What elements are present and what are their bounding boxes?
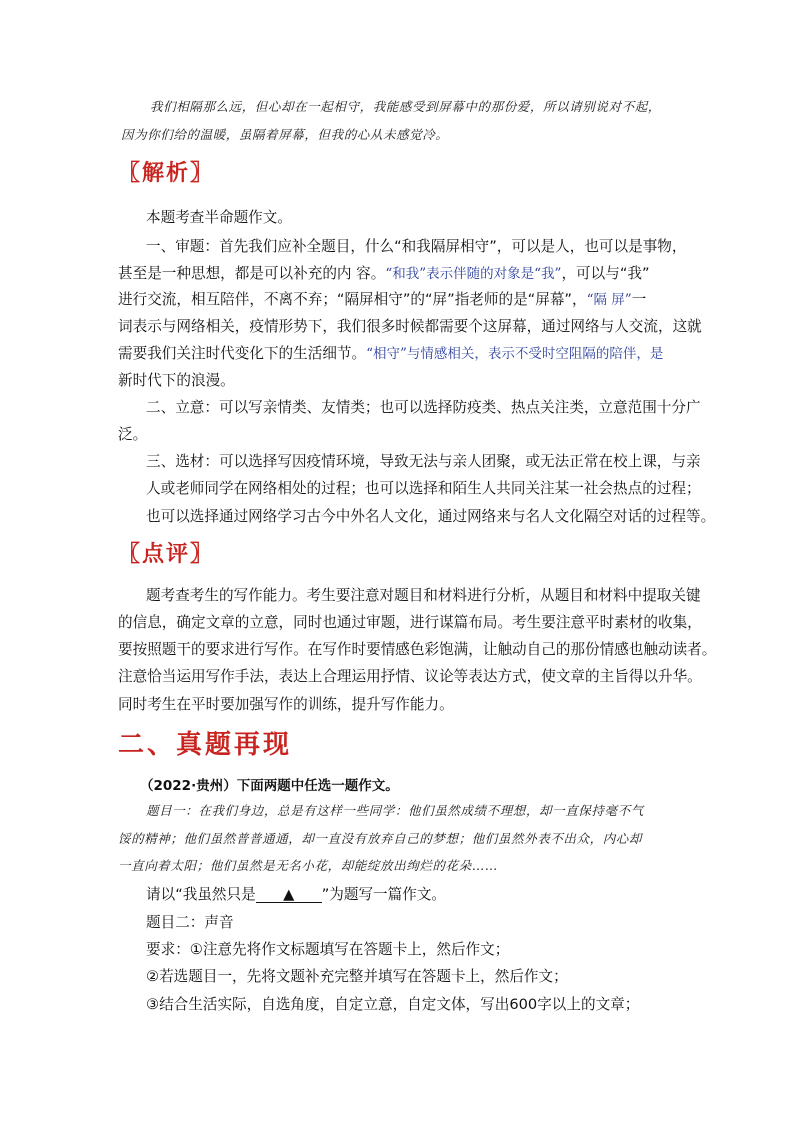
comment-line-3: 要按照题干的要求进行写作。在写作时要情感色彩饱满，让触动自己的那份情感也触动读者。: [118, 641, 717, 658]
requirement-3: ③结合生活实际，自选角度，自定立意，自定文体，写出600字以上的文章；: [146, 996, 640, 1013]
analysis-p4-line1: 三、选材：可以选择写因疫情环境，导致无法与亲人团聚，或无法正常在校上课，与亲: [146, 453, 701, 470]
comment-heading: 〖点评〗: [118, 541, 215, 567]
comment-line-4: 注意恰当运用写作手法，表达上合理运用抒情、议论等表达方式，使文章的主旨得以升华。: [118, 668, 702, 685]
intro-line-2: 因为你们给的温暖，虽隔着屏幕，但我的心从未感觉冷。: [121, 127, 449, 142]
analysis-p2-line2: [118, 262, 650, 283]
requirement-1: 要求：①注意先将作文标题填写在答题卡上，然后作文；: [146, 941, 510, 958]
analysis-p2-line2-tail: ，可以与“我”: [561, 265, 650, 282]
topic1-prompt: [146, 883, 446, 904]
section2-heading: 二、真题再现: [118, 730, 293, 760]
topic1-prompt-text: 请以“我虽然只是: [146, 886, 256, 903]
topic1-line-3: 一直向着太阳；他们虽然是无名小花，却能绽放出绚烂的花朵……: [118, 858, 498, 873]
topic1-line-1: 题目一：在我们身边，总是有这样一些同学：他们虽然成绩不理想，却一直保持毫不气: [146, 803, 644, 818]
requirement-2: ②若选题目一，先将文题补充完整并填写在答题卡上，然后作文；: [146, 968, 568, 985]
analysis-p2-line2-text: 甚至是一种思想，都是可以补充的内 容。: [118, 265, 386, 282]
analysis-p2-line2-highlight: “和我”表示伴随的对象是“我”: [385, 266, 562, 282]
analysis-p2-line3-tail: 一: [631, 291, 647, 308]
topic1-prompt-tail: ”为题写一篇作文。: [321, 886, 447, 903]
topic2: 题目二：声音: [146, 914, 234, 931]
triangle-mark-icon: ▲: [283, 886, 295, 903]
analysis-p2-line3-highlight: “隔 屏”: [586, 292, 632, 308]
analysis-p2-line1: 一、审题：首先我们应补全题目，什么“和我隔屏相守”，可以是人，也可以是事物，: [146, 238, 687, 255]
title-blank: [256, 888, 322, 903]
analysis-p3-line2: 泛。: [118, 426, 148, 443]
analysis-p2-line4: 词表示与网络相关，疫情形势下，我们很多时候都需要个这屏幕，通过网络与人交流，这就: [118, 318, 702, 335]
analysis-p2-line5: [118, 342, 663, 363]
comment-line-1: 题考查考生的写作能力。考生要注意对题目和材料进行分析，从题目和材料中提取关键: [146, 587, 701, 604]
analysis-p2-line3-text: 进行交流，相互陪伴，不离不弃；“隔屏相守”的“屏”指老师的是“屏幕”，: [118, 291, 587, 308]
analysis-p2-line5-text: 需要我们关注时代变化下的生活细节。: [118, 345, 367, 362]
comment-line-2: 的信息，确定文章的立意，同时也通过审题，进行谋篇布局。考生要注意平时素材的收集，: [118, 614, 702, 631]
analysis-p1: 本题考查半命题作文。: [146, 209, 292, 226]
analysis-p4-line3: 也可以选择通过网络学习古今中外名人文化，通过网络来与名人文化隔空对话的过程等。: [146, 508, 716, 525]
analysis-p4-line2: 人或老师同学在网络相处的过程；也可以选择和陌生人共同关注某一社会热点的过程；: [146, 480, 701, 497]
analysis-p2-line3: [118, 288, 646, 309]
intro-line-1: 我们相隔那么远，但心却在一起相守，我能感受到屏幕中的那份爱，所以请别说对不起，: [150, 99, 661, 114]
exam-source: （2022·贵州）下面两题中任选一题作文。: [140, 778, 399, 794]
analysis-heading: 〖解析〗: [118, 160, 215, 186]
topic1-line-2: 馁的精神；他们虽然普普通通，却一直没有放弃自己的梦想；他们虽然外表不出众，内心却: [118, 831, 643, 846]
analysis-p2-line5-highlight: “相守”与情感相关，表示不受时空阻隔的陪伴，是: [366, 346, 664, 362]
analysis-p2-line6: 新时代下的浪漫。: [118, 372, 235, 389]
analysis-p3-line1: 二、立意：可以写亲情类、友情类；也可以选择防疫类、热点关注类，立意范围十分广: [146, 399, 701, 416]
comment-line-5: 同时考生在平时要加强写作的训练，提升写作能力。: [118, 696, 454, 713]
